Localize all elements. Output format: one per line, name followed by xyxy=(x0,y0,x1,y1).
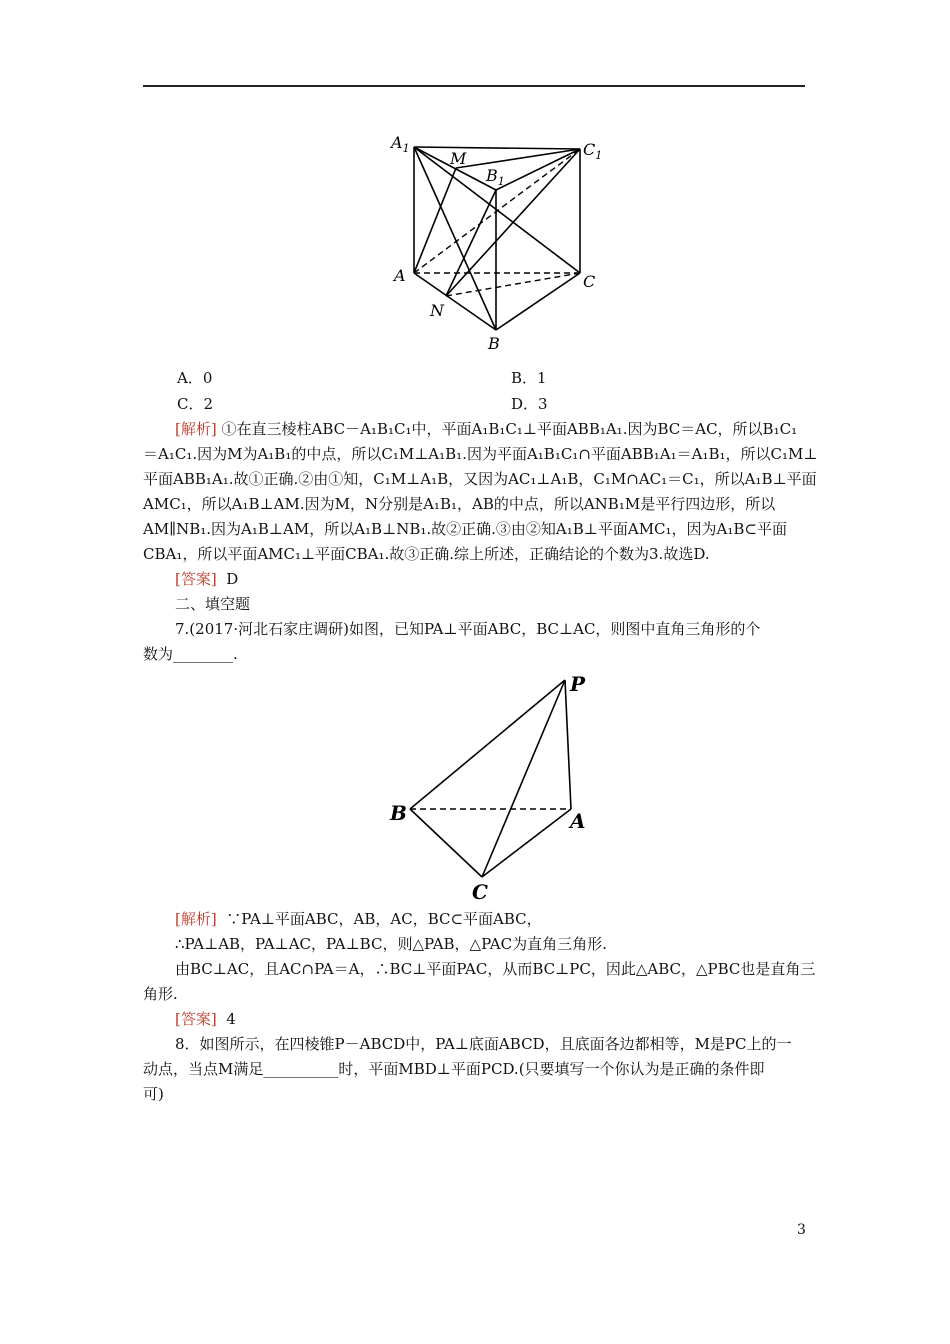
label-C: C xyxy=(472,880,488,904)
label-C1: $C_1$ xyxy=(583,140,603,162)
edge-P-B xyxy=(410,680,565,809)
q6-analysis-line-4: AMC₁，所以A₁B⊥AM.因为M，N分别是A₁B₁，AB的中点，所以ANB₁M是平行四边形，所以 xyxy=(143,495,776,513)
q8-line-2: 动点，当点M满足__________时，平面MBD⊥平面PCD.(只要填写一个你认为是正确的条件即 xyxy=(143,1060,765,1078)
label-A1: $A_1$ xyxy=(391,133,410,155)
q7-analysis-line-1: [解析] ∵PA⊥平面ABC，AB，AC，BC⊂平面ABC， xyxy=(175,910,542,928)
edge-B-C xyxy=(496,273,580,330)
header-rule xyxy=(143,85,805,87)
q6-analysis-line-1: [解析] ①在直三棱柱ABC－A₁B₁C₁中，平面A₁B₁C₁⊥平面ABB₁A₁.因为BC＝AC，所以B₁C₁ xyxy=(175,420,798,438)
label-A: A xyxy=(570,809,586,833)
q7-line-2: 数为________. xyxy=(143,645,238,663)
label-B: B xyxy=(488,334,500,353)
q8-line-3: 可) xyxy=(143,1085,164,1103)
label-B: B xyxy=(390,801,407,825)
q7-answer xyxy=(175,1009,236,1029)
label-B1: $B_1$ xyxy=(486,166,505,188)
q7-line-1: 7.(2017·河北石家庄调研)如图，已知PA⊥平面ABC，BC⊥AC，则图中直角三角形的个 xyxy=(175,620,761,638)
section-heading: 二、填空题 xyxy=(175,595,251,613)
analysis-tag: [解析] xyxy=(175,910,217,928)
q6-answer xyxy=(175,569,238,589)
label-P: P xyxy=(570,672,586,696)
answer-value: D xyxy=(226,570,239,588)
q6-analysis-line-2: ＝A₁C₁.因为M为A₁B₁的中点，所以C₁M⊥A₁B₁.因为平面A₁B₁C₁∩平面ABB₁A₁＝A₁B₁，所以C₁M⊥ xyxy=(143,445,818,463)
q6-analysis-line-3: 平面ABB₁A₁.故①正确.②由①知，C₁M⊥A₁B，又因为AC₁⊥A₁B，C₁M∩AC₁＝C₁，所以A₁B⊥平面 xyxy=(143,470,817,488)
seg-N-C-dashed xyxy=(446,273,580,296)
page-number: 3 xyxy=(797,1222,806,1238)
option-d: D．3 xyxy=(511,395,548,413)
edge-A-C xyxy=(482,809,571,877)
edge-P-C xyxy=(482,680,565,877)
answer-tag: [答案] xyxy=(175,570,217,588)
label-C: C xyxy=(583,272,596,291)
answer-tag: [答案] xyxy=(175,1010,217,1028)
seg-N-B1 xyxy=(446,190,496,296)
label-N: N xyxy=(430,301,444,320)
prism-figure xyxy=(380,128,620,360)
label-A: A xyxy=(394,266,406,285)
edge-B-C xyxy=(410,809,482,877)
q7-analysis-line-3: 由BC⊥AC，且AC∩PA＝A，∴BC⊥平面PAC，从而BC⊥PC，因此△ABC，△PBC也是直角三 xyxy=(175,960,816,978)
answer-value: 4 xyxy=(226,1010,236,1028)
analysis-tag: [解析] xyxy=(175,420,217,438)
q8-line-1: 8．如图所示，在四棱锥P－ABCD中，PA⊥底面ABCD，且底面各边都相等，M是PC上的一 xyxy=(175,1035,792,1053)
edge-A1-C1 xyxy=(414,147,580,149)
label-M: M xyxy=(450,149,467,168)
q6-analysis-line-6: CBA₁，所以平面AMC₁⊥平面CBA₁.故③正确.综上所述，正确结论的个数为3.故选D. xyxy=(143,545,710,563)
option-a: A．0 xyxy=(177,369,213,387)
option-c: C．2 xyxy=(177,395,214,413)
seg-A-M xyxy=(414,168,456,273)
q7-analysis-line-2: ∴PA⊥AB，PA⊥AC，PA⊥BC，则△PAB，△PAC为直角三角形. xyxy=(175,935,607,953)
option-b: B．1 xyxy=(511,369,547,387)
q6-analysis-line-5: AM∥NB₁.因为A₁B⊥AM，所以A₁B⊥NB₁.故②正确.③由②知A₁B⊥平面AMC₁，因为A₁B⊂平面 xyxy=(143,520,787,538)
seg-A1-B xyxy=(414,147,496,330)
tetrahedron-figure xyxy=(380,668,620,908)
q7-analysis-line-4: 角形. xyxy=(143,985,178,1003)
edge-P-A xyxy=(565,680,571,809)
